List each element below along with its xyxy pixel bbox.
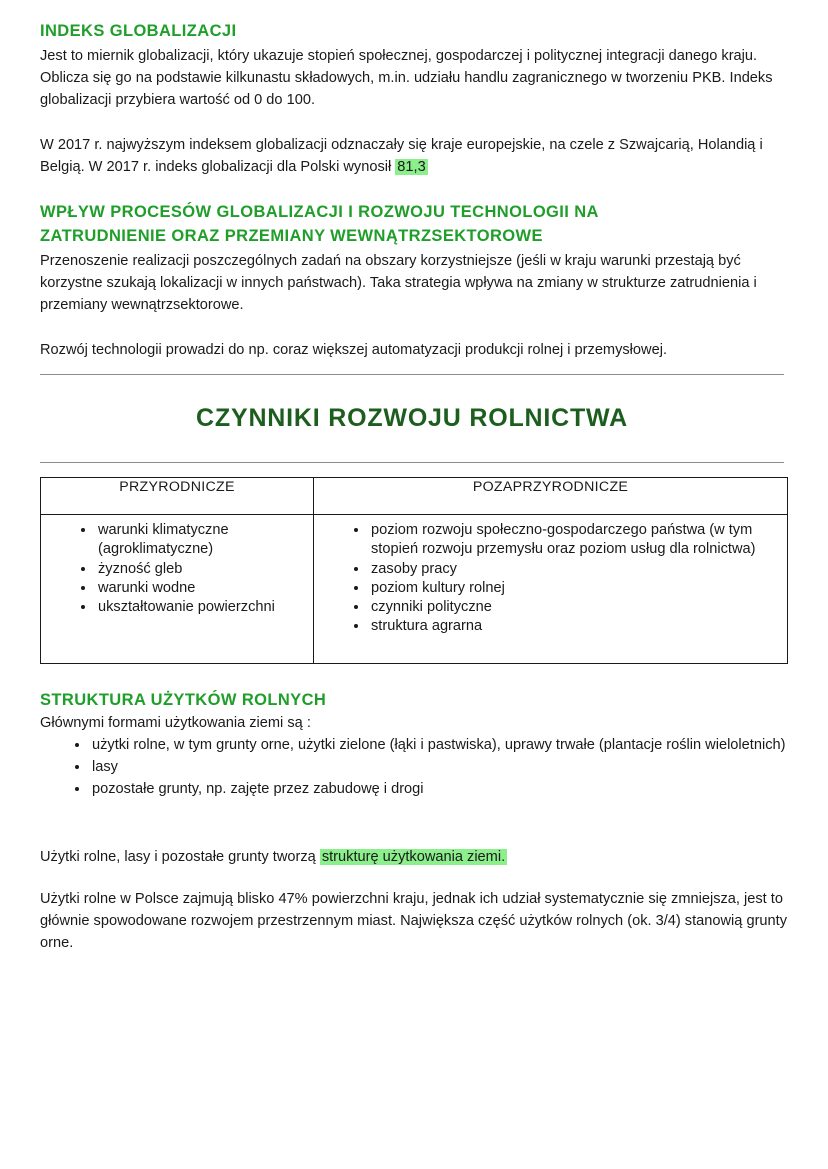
- land-use-forms-list: [40, 734, 828, 800]
- list-item: • zasoby pracy: [369, 560, 779, 579]
- list-item: • pozostałe grunty, np. zajęte przez zabudowę i drogi: [90, 778, 828, 800]
- list-item: • warunki klimatyczne (agroklimatyczne): [96, 521, 305, 560]
- non-natural-factors-list: [314, 521, 779, 637]
- list-item: • lasy: [90, 756, 828, 778]
- paragraph-rozwoj-technologii: Rozwój technologii prowadzi do np. coraz większej automatyzacji produkcji rolnej i przemysłowej.: [40, 342, 667, 358]
- paragraph-uzytki-polska: Użytki rolne w Polsce zajmują blisko 47% powierzchni kraju, jednak ich udział systematycznie się zmniejsza, jest to głównie spowodowane rozwojem przestrzennym miast. Największa część użytków rolnych (ok. 3/4) stanowią grunty orne.: [40, 891, 788, 951]
- heading-wplyw-procesow: [40, 200, 790, 248]
- paragraph-glownymi-formami: Głównymi formami użytkowania ziemi są :: [40, 715, 311, 731]
- paragraph-indeks-2017: [40, 134, 788, 178]
- natural-factors-list: [41, 521, 305, 617]
- factors-cell-natural: [41, 515, 314, 664]
- factors-table-body-row: [41, 515, 788, 664]
- heading-wplyw-line2: ZATRUDNIENIE ORAZ PRZEMIANY WEWNĄTRZSEKTOROWE: [40, 227, 543, 245]
- page-title: CZYNNIKI ROZWOJU ROLNICTWA: [196, 404, 628, 432]
- list-item: • poziom rozwoju społeczno-gospodarczego państwa (w tym stopień rozwoju przemysłu oraz poziom usług dla rolnictwa): [369, 521, 779, 560]
- paragraph-uzytki-tworza: [40, 846, 788, 868]
- list-item: • użytki rolne, w tym grunty orne, użytki zielone (łąki i pastwiska), uprawy trwałe (plantacje roślin wieloletnich): [90, 734, 828, 756]
- list-item: • ukształtowanie powierzchni: [96, 598, 305, 617]
- heading-struktura-uzytkow: STRUKTURA UŻYTKÓW ROLNYCH: [40, 691, 327, 709]
- list-item: • poziom kultury rolnej: [369, 579, 779, 598]
- factors-header-natural: PRZYRODNICZE: [41, 478, 314, 515]
- factors-header-non-natural: POZAPRZYRODNICZE: [314, 478, 788, 515]
- list-item: • żyzność gleb: [96, 560, 305, 579]
- paragraph-uzytki-tworza-text: Użytki rolne, lasy i pozostałe grunty tworzą: [40, 849, 320, 865]
- heading-wplyw-line1: WPŁYW PROCESÓW GLOBALIZACJI I ROZWOJU TECHNOLOGII NA: [40, 203, 599, 221]
- highlight-poland-index: 81,3: [397, 159, 426, 175]
- paragraph-indeks-definition: Jest to miernik globalizacji, który ukazuje stopień społecznej, gospodarczej i politycznej integracji danego kraju. Oblicza się go na podstawie kilkunastu składowych, m.in. udziału handlu zagranicznego w tworzeniu PKB. Indeks globalizacji przybiera wartość od 0 do 100.: [40, 48, 773, 108]
- factors-table-header-row: [41, 478, 788, 515]
- factors-cell-non-natural: [314, 515, 788, 664]
- factors-table: [40, 477, 788, 664]
- list-item: • czynniki polityczne: [369, 598, 779, 617]
- highlight-land-use-structure: strukturę użytkowania ziemi.: [321, 849, 506, 865]
- list-item: • warunki wodne: [96, 579, 305, 598]
- paragraph-indeks-2017-text: W 2017 r. najwyższym indeksem globalizacji odznaczały się kraje europejskie, na czele z Szwajcarią, Holandią i Belgią. W 2017 r. indeks globalizacji dla Polski wynosił: [40, 137, 763, 175]
- heading-indeks-globalizacji: INDEKS GLOBALIZACJI: [40, 22, 237, 40]
- divider-bottom: [40, 462, 784, 463]
- paragraph-przenoszenie: Przenoszenie realizacji poszczególnych zadań na obszary korzystniejsze (jeśli w kraju warunki przestają być korzystne szukają lokalizacji w innych państwach). Taka strategia wpływa na zmiany w strukturze zatrudnienia i przemiany wewnątrzsektorowe.: [40, 253, 757, 313]
- list-item: • struktura agrarna: [369, 617, 779, 636]
- divider-top: [40, 374, 784, 375]
